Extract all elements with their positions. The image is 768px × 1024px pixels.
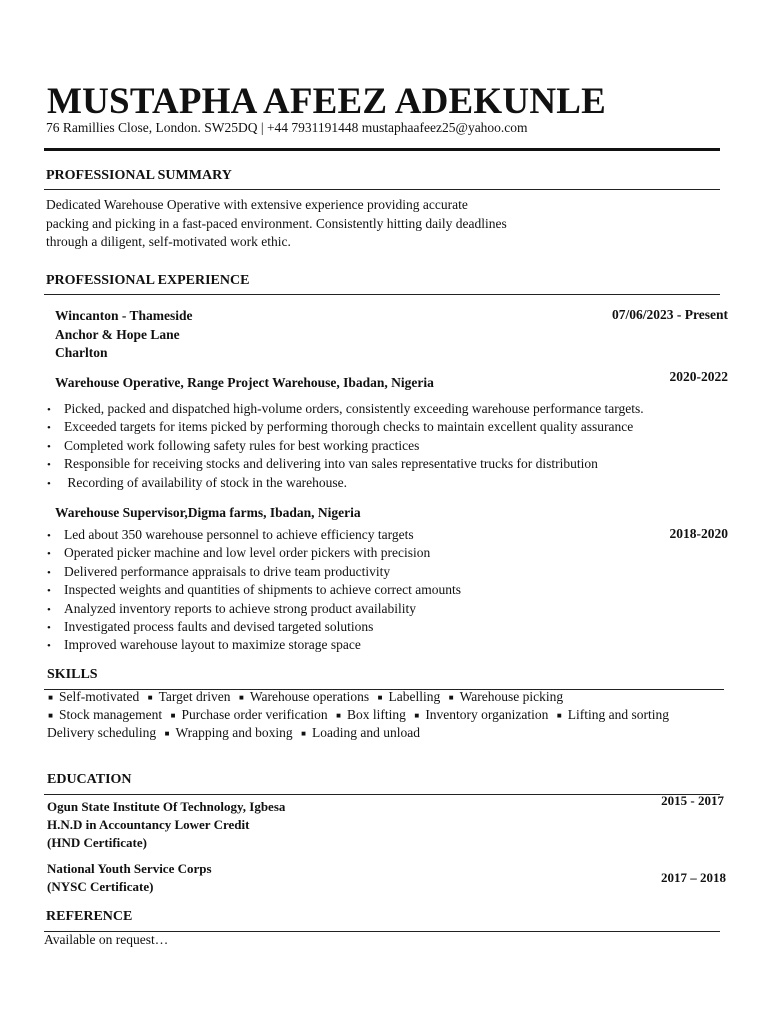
education-entry (47, 860, 212, 896)
address-line: Anchor & Hope Lane (55, 326, 180, 342)
skill-item: Delivery scheduling (47, 725, 157, 740)
job-dates: 2018-2020 (669, 526, 728, 541)
list-item (47, 600, 461, 618)
square-bullet-icon: ■ (170, 711, 176, 720)
current-employer-address (55, 307, 193, 363)
education-line: (HND Certificate) (47, 835, 147, 850)
square-bullet-icon: ■ (238, 693, 244, 702)
summary-heading: PROFESSIONAL SUMMARY (46, 168, 232, 183)
square-bullet-icon: ■ (448, 693, 454, 702)
skill-item: Box lifting (347, 707, 406, 722)
list-item (47, 544, 461, 562)
skills-row (47, 689, 563, 705)
address-line: Wincanton - Thameside (55, 308, 193, 323)
list-item (47, 636, 461, 654)
skill-item: Inventory organization (425, 707, 549, 722)
bullet-icon: • (47, 404, 51, 416)
skill-item: Lifting and sorting (567, 707, 670, 722)
education-dates: 2017 – 2018 (661, 870, 726, 885)
bullet-text: Exceeded targets for items picked by performing thorough checks to maintain excellent quality assurance (64, 419, 634, 435)
bullet-icon: • (47, 603, 51, 616)
bullet-text: Picked, packed and dispatched high-volume orders, consistently exceeding warehouse performance targets. (64, 401, 644, 416)
job-bullets (47, 400, 644, 492)
list-item (47, 563, 461, 581)
skills-row (47, 725, 420, 741)
square-bullet-icon: ■ (48, 711, 53, 720)
bullet-text: Recording of availability of stock in the warehouse. (64, 474, 348, 490)
skill-item: Wrapping and boxing (175, 725, 293, 740)
contact-line: 76 Ramillies Close, London. SW25DQ | +44 7931191448 mustaphaafeez25@yahoo.com (46, 120, 528, 135)
skill-item: Labelling (388, 689, 441, 704)
square-bullet-icon: ■ (164, 729, 170, 738)
bullet-text: Analyzed inventory reports to achieve strong product availability (64, 600, 417, 616)
education-line: Ogun State Institute Of Technology, Igbesa (47, 799, 286, 814)
bullet-text: Led about 350 warehouse personnel to achieve efficiency targets (64, 527, 414, 542)
square-bullet-icon: ■ (336, 711, 341, 720)
education-heading: EDUCATION (47, 772, 132, 787)
summary-line: packing and picking in a fast-paced environment. Consistently hitting daily deadlines (46, 215, 507, 231)
square-bullet-icon: ■ (414, 711, 420, 720)
reference-heading: REFERENCE (46, 909, 133, 924)
list-item (47, 474, 644, 492)
list-item (47, 526, 461, 544)
list-item (47, 418, 644, 436)
square-bullet-icon: ■ (556, 711, 562, 720)
list-item (47, 581, 461, 599)
bullet-icon: • (47, 422, 51, 435)
education-line: H.N.D in Accountancy Lower Credit (47, 817, 250, 832)
summary-line: through a diligent, self-motivated work ethic. (46, 234, 291, 249)
education-entry (47, 798, 285, 852)
bullet-text: Responsible for receiving stocks and delivering into van sales representative trucks for distribution (64, 456, 598, 472)
list-item (47, 437, 644, 455)
experience-heading: PROFESSIONAL EXPERIENCE (46, 273, 250, 288)
candidate-name: MUSTAPHA AFEEZ ADEKUNLE (47, 81, 607, 122)
bullet-icon: • (47, 585, 51, 598)
skill-item: Self-motivated (59, 689, 140, 704)
bullet-icon: • (47, 621, 51, 634)
reference-text: Available on request… (44, 932, 169, 947)
skill-item: Stock management (59, 707, 163, 722)
job-dates: 2020-2022 (669, 369, 728, 384)
job-title: Warehouse Supervisor,Digma farms, Ibadan, Nigeria (55, 505, 361, 520)
address-line: Charlton (55, 345, 108, 360)
list-item (47, 455, 644, 473)
skills-row (47, 707, 669, 723)
bullet-text: Delivered performance appraisals to drive team productivity (64, 563, 391, 579)
square-bullet-icon: ■ (377, 693, 383, 702)
education-divider (44, 794, 720, 795)
education-dates: 2015 - 2017 (661, 793, 724, 808)
bullet-text: Improved warehouse layout to maximize storage space (64, 637, 361, 653)
experience-divider (44, 294, 720, 295)
bullet-icon: • (47, 548, 51, 561)
summary-line: Dedicated Warehouse Operative with extensive experience providing accurate (46, 197, 468, 212)
summary-divider (44, 189, 720, 190)
skill-item: Loading and unload (312, 725, 421, 740)
current-job-dates: 07/06/2023 - Present (612, 307, 728, 322)
bullet-text: Completed work following safety rules for best working practices (64, 437, 420, 453)
summary-text (46, 196, 507, 252)
bullet-icon: • (47, 566, 51, 579)
skill-item: Warehouse operations (249, 689, 370, 704)
skills-heading: SKILLS (47, 667, 98, 682)
square-bullet-icon: ■ (301, 729, 306, 738)
square-bullet-icon: ■ (147, 693, 153, 702)
job-title: Warehouse Operative, Range Project Warehouse, Ibadan, Nigeria (55, 375, 434, 390)
skill-item: Target driven (158, 689, 231, 704)
bullet-text: Operated picker machine and low level order pickers with precision (64, 545, 431, 561)
square-bullet-icon: ■ (48, 693, 53, 702)
bullet-icon: • (47, 459, 51, 472)
job-bullets (47, 526, 461, 655)
education-line: National Youth Service Corps (47, 861, 212, 876)
bullet-icon: • (47, 640, 51, 653)
bullet-icon: • (47, 477, 51, 490)
header-divider (44, 148, 720, 151)
bullet-text: Investigated process faults and devised targeted solutions (64, 618, 374, 634)
bullet-icon: • (47, 530, 51, 542)
bullet-icon: • (47, 440, 51, 453)
education-line: (NYSC Certificate) (47, 879, 154, 894)
list-item (47, 618, 461, 636)
skill-item: Warehouse picking (459, 689, 564, 704)
skill-item: Purchase order verification (181, 707, 328, 722)
list-item (47, 400, 644, 418)
bullet-text: Inspected weights and quantities of shipments to achieve correct amounts (64, 582, 462, 598)
